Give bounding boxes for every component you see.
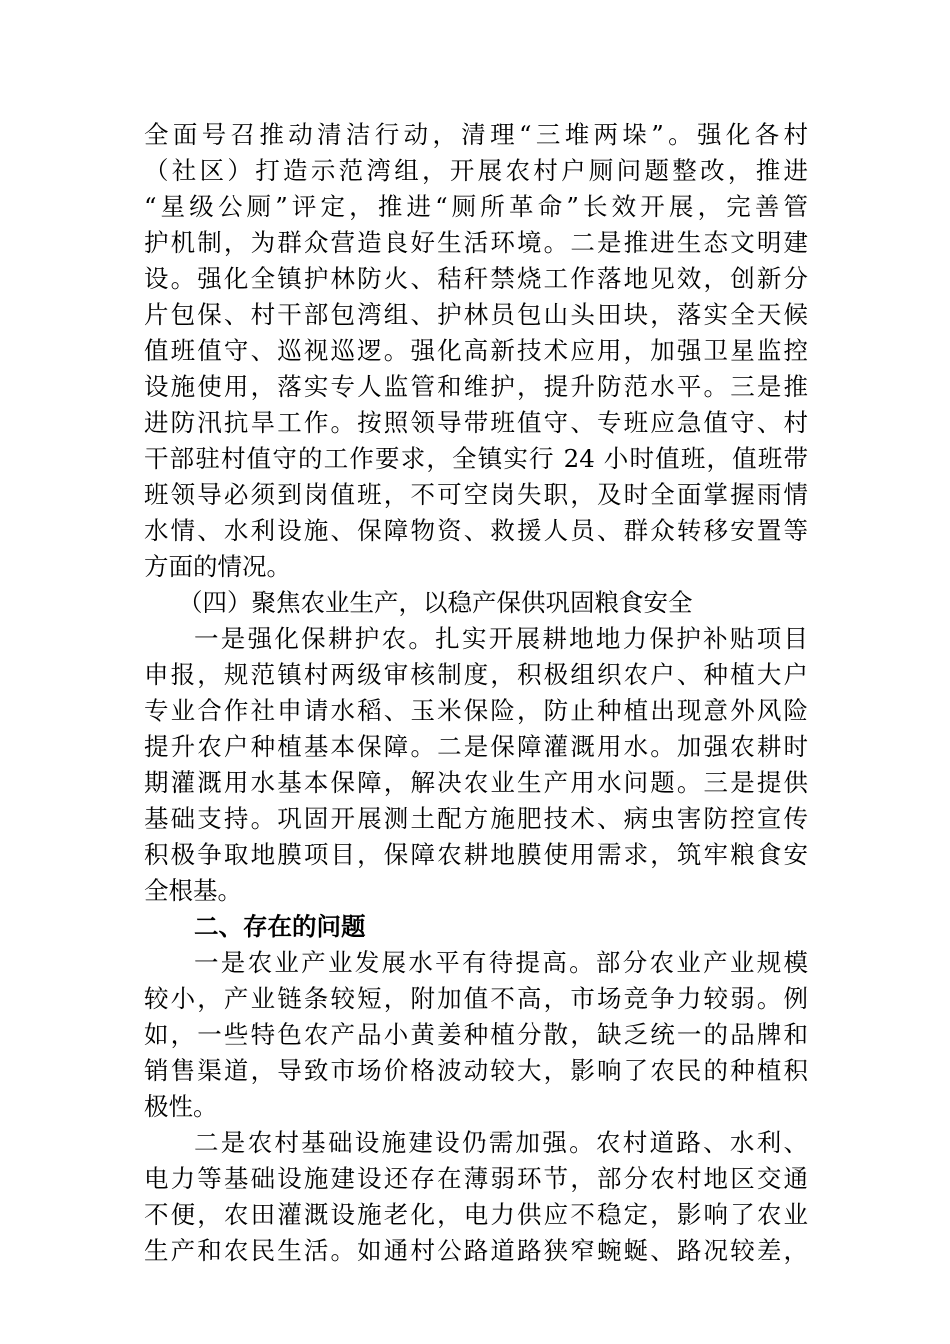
text-line: 一是农业产业发展水平有待提高。部分农业产业规模	[194, 948, 808, 977]
text-line: 二是农村基础设施建设仍需加强。农村道路、水利、	[194, 1128, 808, 1157]
text-line: 设施使用，落实专人监管和维护，提升防范水平。三是推	[144, 372, 808, 401]
text-line: 一是强化保耕护农。扎实开展耕地地力保护补贴项目	[194, 624, 808, 653]
section-heading-2: 二、存在的问题	[194, 912, 366, 941]
text-line: 值班值守、巡视巡逻。强化高新技术应用，加强卫星监控	[144, 336, 808, 365]
text-line: 较小，产业链条较短，附加值不高，市场竞争力较弱。例	[144, 984, 808, 1013]
text-line: 全面号召推动清洁行动，清理“三堆两垛”。强化各村	[144, 120, 808, 149]
text-line: 水情、水利设施、保障物资、救援人员、群众转移安置等	[144, 516, 808, 545]
text-line: 提升农户种植基本保障。二是保障灌溉用水。加强农耕时	[144, 732, 808, 761]
text-line: 全根基。	[144, 876, 242, 905]
text-line: （社区）打造示范湾组，开展农村户厕问题整改，推进	[144, 156, 808, 185]
section-heading-4: （四）聚焦农业生产，以稳产保供巩固粮食安全	[178, 588, 693, 617]
text-line: 期灌溉用水基本保障，解决农业生产用水问题。三是提供	[144, 768, 808, 797]
text-line: 如，一些特色农产品小黄姜种植分散，缺乏统一的品牌和	[144, 1020, 808, 1049]
text-line: 基础支持。巩固开展测土配方施肥技术、病虫害防控宣传	[144, 804, 808, 833]
text-line: 设。强化全镇护林防火、秸秆禁烧工作落地见效，创新分	[144, 264, 808, 293]
text-line: 不便，农田灌溉设施老化，电力供应不稳定，影响了农业	[144, 1200, 808, 1229]
text-line: 销售渠道，导致市场价格波动较大，影响了农民的种植积	[144, 1056, 808, 1085]
text-line: 积极争取地膜项目，保障农耕地膜使用需求，筑牢粮食安	[144, 840, 808, 869]
text-line: 方面的情况。	[144, 552, 291, 581]
text-line: “星级公厕”评定，推进“厕所革命”长效开展，完善管	[144, 192, 808, 221]
text-line: 班领导必须到岗值班，不可空岗失职，及时全面掌握雨情	[144, 480, 808, 509]
text-line: 干部驻村值守的工作要求，全镇实行 24 小时值班，值班带	[144, 444, 808, 473]
text-line: 电力等基础设施建设还存在薄弱环节，部分农村地区交通	[144, 1164, 808, 1193]
text-line: 进防汛抗旱工作。按照领导带班值守、专班应急值守、村	[144, 408, 808, 437]
text-line: 极性。	[144, 1092, 218, 1121]
text-line: 护机制，为群众营造良好生活环境。二是推进生态文明建	[144, 228, 808, 257]
text-line: 片包保、村干部包湾组、护林员包山头田块，落实全天候	[144, 300, 808, 329]
text-line: 专业合作社申请水稻、玉米保险，防止种植出现意外风险	[144, 696, 808, 725]
text-line: 申报，规范镇村两级审核制度，积极组织农户、种植大户	[144, 660, 808, 689]
text-line: 生产和农民生活。如通村公路道路狭窄蜿蜒、路况较差，	[144, 1236, 808, 1265]
